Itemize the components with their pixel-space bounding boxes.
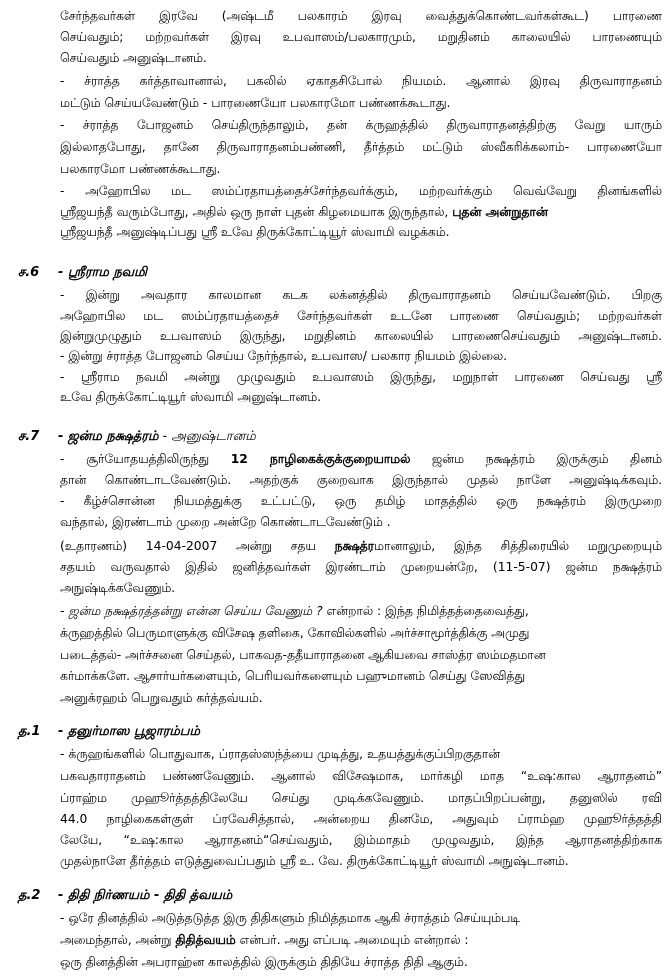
t1-line: பகவதாராதனம் பண்ணவேணும். ஆனால் விசேஷமாக, மார்கழி மாத “உஷ:கால ஆராதனம்” bbox=[60, 769, 662, 783]
intro-line: பலகாரமோ பண்ணக்கூடாது. bbox=[60, 162, 221, 176]
intro-line: - ச்ராத்த போஜனம் செய்திருந்தாலும், தன் க்ருஹத்தில் திருவாராதனத்திற்கு வேறு யாரும் bbox=[60, 118, 662, 132]
bold-phrase: திதித்வயம் bbox=[175, 933, 236, 947]
intro-line: மட்டும் செய்யவேண்டும் - பாரணையோ பலகாரமோ பண்ணக்கூடாது. bbox=[60, 96, 451, 110]
s7-line: - சூர்யோதயத்திலிருந்து 12 நாழிகைக்குக்குறையாமல் ஜன்ம நக்ஷத்ரம் இருக்கும் தினம் bbox=[60, 452, 662, 466]
s7-line: தான் கொண்டாடவேண்டும். அதற்குக் குறைவாக இருந்தால் முதல் நாளே அனுஷ்டிக்கவும். bbox=[60, 473, 662, 487]
s7-line: அநுஷ்டிக்கவேணும். bbox=[60, 581, 176, 595]
t1-line: - க்ருஹங்களில் பொதுவாக, ப்ராதஸ்ஸந்த்யை முடித்து, உதயத்துக்குப்பிறகுதான் bbox=[60, 747, 501, 761]
s7-line: - கீழ்ச்சொன்ன நியமத்துக்கு உட்பட்டு, ஒரு தமிழ் மாதத்தில் ஒரு நக்ஷத்ரம் இருமுறை bbox=[60, 494, 662, 508]
section-heading-t2: த.2 - திதி நிர்ணயம் - திதி த்வயம் bbox=[18, 888, 233, 903]
t1-line: லேயே, “உஷ:கால ஆராதனம்“செய்வதும், இம்மாதம் முழுவதும், இந்த ஆராதனத்திற்காக bbox=[60, 833, 662, 847]
bold-phrase: 12 நாழிகைக்குக்குறையாமல் bbox=[230, 452, 411, 466]
s7-line: (உதாரணம்) 14-04-2007 அன்று சதய நக்ஷத்ரமானாலும், இந்த சித்திரையில் மறுமுறையும் bbox=[60, 539, 662, 553]
s6-line: அஹோபில மட ஸம்ப்ரதாயத்தைச் சேர்ந்தவர்கள் உடனே பாரணை செய்வதும்; மற்றவர்கள் bbox=[60, 309, 662, 323]
intro-line: - அஹோபில மட ஸம்ப்ரதாயத்தைச்சேர்ந்தவர்க்கும், மற்றவர்க்கும் வெவ்வேறு தினங்களில் bbox=[60, 184, 662, 198]
intro-line: - ச்ராத்த கர்த்தாவானால், பகலில் ஏகாதசிபோல் நியமம். ஆனால் இரவு திருவாராதனம் bbox=[60, 74, 662, 88]
t2-line: - ஒரே தினத்தில் அடுத்தடுத்த இரு திதிகளும் நிமித்தமாக ஆகி ச்ராத்தம் செய்யும்படி bbox=[60, 911, 521, 925]
s7-line: - ஜன்ம நக்ஷத்ரத்தன்று என்ன செய்ய வேணும் ? என்றால் : இந்த நிமித்தத்தைவைத்து, bbox=[60, 604, 529, 618]
intro-line: செய்வதும்; மற்றவர்கள் இரவு உபவாஸம்/பலகாரமும், மறுதினம் காலையில் பாரணையும் bbox=[60, 30, 662, 44]
t2-line: அமைந்தால், அன்று திதித்வயம் என்பர். அது எப்படி அமையும் என்றால் : bbox=[60, 933, 469, 947]
section-heading-t1: த.1 - தனுர்மாஸ பூஜாரம்பம் bbox=[18, 724, 200, 739]
s6-line: - ஸ்ரீராம நவமி அன்று முழுவதும் உபவாஸம் இருந்து, மறுநாள் பாரணை செய்வது ஸ்ரீ bbox=[60, 370, 662, 384]
t1-line: முதல்நாளே தீர்த்தம் எடுத்துவைப்பதும் ஸ்ரீ உ. வே. திருக்கோட்டியூர் ஸ்வாமி அநுஷ்டானம். bbox=[60, 854, 569, 868]
s6-line: இன்றுமுழுதும் உபவாஸம் இருந்து, மறுதினம் காலையில் பாரணைசெய்வதும் அனுஷ்டானம். bbox=[60, 329, 662, 343]
s6-line: - இன்று ச்ராத்த போஜனம் செய்ய நேர்ந்தால், உபவாஸ/ பலகார நியமம் இல்லை. bbox=[60, 349, 508, 363]
s6-line: உவே திருக்கோட்டியூர் ஸ்வாமி அனுஷ்டானம். bbox=[60, 390, 322, 404]
s7-line: க்ருஹத்தில் பெருமாளுக்கு விசேஷ தளிகை, கோவில்களில் அர்ச்சாமூர்த்திக்கு அமுது bbox=[60, 626, 530, 640]
intro-line: ஸ்ரீஜயந்தீ அனுஷ்டிப்பது ஸ்ரீ உவே திருக்கோட்டியூர் ஸ்வாமி வழக்கம். bbox=[60, 225, 450, 239]
bold-phrase: நக்ஷத்ர bbox=[334, 539, 375, 553]
s7-line: கர்மாக்களே. ஆசார்யர்களையும், பெரியவர்களையும் பஹுமானம் செய்து ஸேவித்து bbox=[60, 669, 526, 683]
t1-line: ப்ராஹ்ம முஹூர்த்தத்திலேயே செய்து முடிக்கவேணும். மாதப்பிறப்பன்று, தனுஸில் ரவி bbox=[60, 791, 662, 805]
s7-line: படைத்தல்- அர்ச்சனை செய்தல், பாகவத-ததீயாராதனை ஆகியவை சாஸ்த்ர ஸம்மதமான bbox=[60, 648, 546, 662]
intro-line: செய்வதும் அனுஷ்டானம். bbox=[60, 51, 207, 65]
section-heading-s7: ச.7 - ஜன்ம நக்ஷத்ரம் - அனுஷ்டானம் bbox=[18, 429, 256, 444]
s7-line: வந்தால், இரண்டாம் முறை அன்றே கொண்டாடவேண்டும் . bbox=[60, 515, 391, 529]
t1-line: 44.0 நாழிகைகள்குள் ப்ரவேசித்தால், அன்றைய தினமே, அதுவும் ப்ராம்ஹ முஹூர்த்தத்தி bbox=[60, 812, 662, 826]
intro-line: இல்லாதபோது, தானே திருவாராதனம்பண்ணி, தீர்த்தம் மட்டும் ஸ்வீகரிக்கலாம்- பாரணையோ bbox=[60, 140, 662, 154]
bold-phrase: புதன் அன்றுதான் bbox=[452, 205, 548, 219]
intro-line: ஸ்ரீஜயந்தீ வரும்போது, அதில் ஒரு நாள் புதன் கிழமையாக இருந்தால், புதன் அன்றுதான் bbox=[60, 205, 548, 219]
s7-line: சதயம் வருவதால் இதில் ஜனித்தவர்கள் இரண்டாம் முறையன்றே, (11-5-07) ஜன்ம நக்ஷத்ரம் bbox=[60, 560, 662, 574]
t2-line: ஒரு தினத்தின் அபராஹ்ன காலத்தில் இருக்கும் திதியே ச்ராத்த திதி ஆகும். bbox=[60, 955, 468, 969]
s6-line: - இன்று அவதார காலமான கடக லக்னத்தில் திருவாராதனம் செய்யவேண்டும். பிறகு bbox=[60, 288, 662, 302]
italic-phrase: - ஜன்ம நக்ஷத்ரத்தன்று என்ன செய்ய வேணும் ? bbox=[60, 604, 327, 618]
s7-line: அனுக்ரஹம் பெறுவதும் கர்த்தவ்யம். bbox=[60, 691, 263, 705]
intro-line: சேர்ந்தவர்கள் இரவே (அஷ்டமீ பலகாரம் இரவு வைத்துக்கொண்டவர்கள்கூட) பாரணை bbox=[60, 9, 662, 23]
section-heading-s6: ச.6 - ஸ்ரீராம நவமி bbox=[18, 265, 147, 280]
